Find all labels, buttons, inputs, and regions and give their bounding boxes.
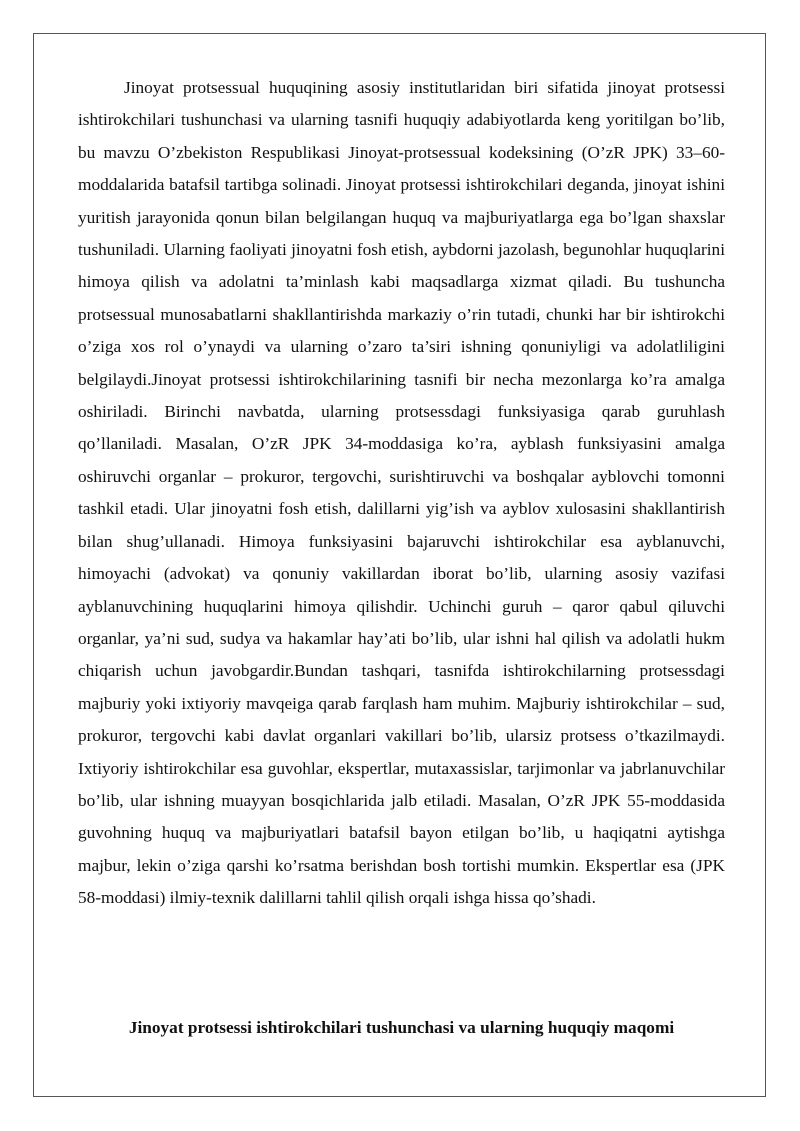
- section-heading: Jinoyat protsessi ishtirokchilari tushunchasi va ularning huquqiy maqomi: [128, 1018, 675, 1037]
- body-paragraph: Jinoyat protsessual huquqining asosiy institutlaridan biri sifatida jinoyat protsessi ishtirokchilari tushunchasi va ularning tasnifi huquqiy adabiyotlarda keng yoritilgan bo’lib, bu mavzu O’zbekiston Respublikasi Jinoyat-protsessual kodeksining (O’zR JPK) 33–60-moddalarida batafsil tartibga solinadi. Jinoyat protsessi ishtirokchilari deganda, jinoyat ishini yuritish jarayonida qonun bilan belgilangan huquq va majburiyatlarga ega bo’lgan shaxslar tushuniladi. Ularning faoliyati jinoyatni fosh etish, aybdorni jazolash, begunohlar huquqlarini himoya qilish va adolatni ta’minlash kabi maqsadlarga xizmat qiladi. Bu tushuncha protsessual munosabatlarni shakllantirishda markaziy o’rin tutadi, chunki har bir ishtirokchi o’ziga xos rol o’ynaydi va ularning o’zaro ta’siri ishning qonuniyligi va adolatliligini belgilaydi.Jinoyat protsessi ishtirokchilarining tasnifi bir necha mezonlarga ko’ra amalga oshiriladi. Birinchi navbatda, ularning protsessdagi funksiyasiga qarab guruhlash qo’llaniladi. Masalan, O’zR JPK 34-moddasiga ko’ra, ayblash funksiyasini amalga oshiruvchi organlar – prokuror, tergovchi, surishtiruvchi va boshqalar ayblovchi tomonni tashkil etadi. Ular jinoyatni fosh etish, dalillarni yig’ish va ayblov xulosasini shakllantirish bilan shug’ullanadi. Himoya funksiyasini bajaruvchi ishtirokchilar esa ayblanuvchi, himoyachi (advokat) va qonuniy vakillardan iborat bo’lib, ularning asosiy vazifasi ayblanuvchining huquqlarini himoya qilishdir. Uchinchi guruh – qaror qabul qiluvchi organlar, ya’ni sud, sudya va hakamlar hay’ati bo’lib, ular ishni hal qilish va adolatli hukm chiqarish uchun javobgardir.Bundan tashqari, tasnifda ishtirokchilarning protsessdagi majburiy yoki ixtiyoriy mavqeiga qarab farqlash ham muhim. Majburiy ishtirokchilar – sud, prokuror, tergovchi kabi davlat organlari vakillari bo’lib, ularsiz protsess o’tkazilmaydi. Ixtiyoriy ishtirokchilar esa guvohlar, ekspertlar, mutaxassislar, tarjimonlar va jabrlanuvchilar bo’lib, ular ishning muayyan bosqichlarida jalb etiladi. Masalan, O’zR JPK 55-moddasida guvohning huquq va majburiyatlari batafsil bayon etilgan bo’lib, u haqiqatni aytishga majbur, lekin o’ziga qarshi ko’rsatma berishdan bosh tortishi mumkin. Ekspertlar esa (JPK 58-moddasi) ilmiy-texnik dalillarni tahlil qilish orqali ishga hissa qo’shadi.: [78, 78, 725, 908]
